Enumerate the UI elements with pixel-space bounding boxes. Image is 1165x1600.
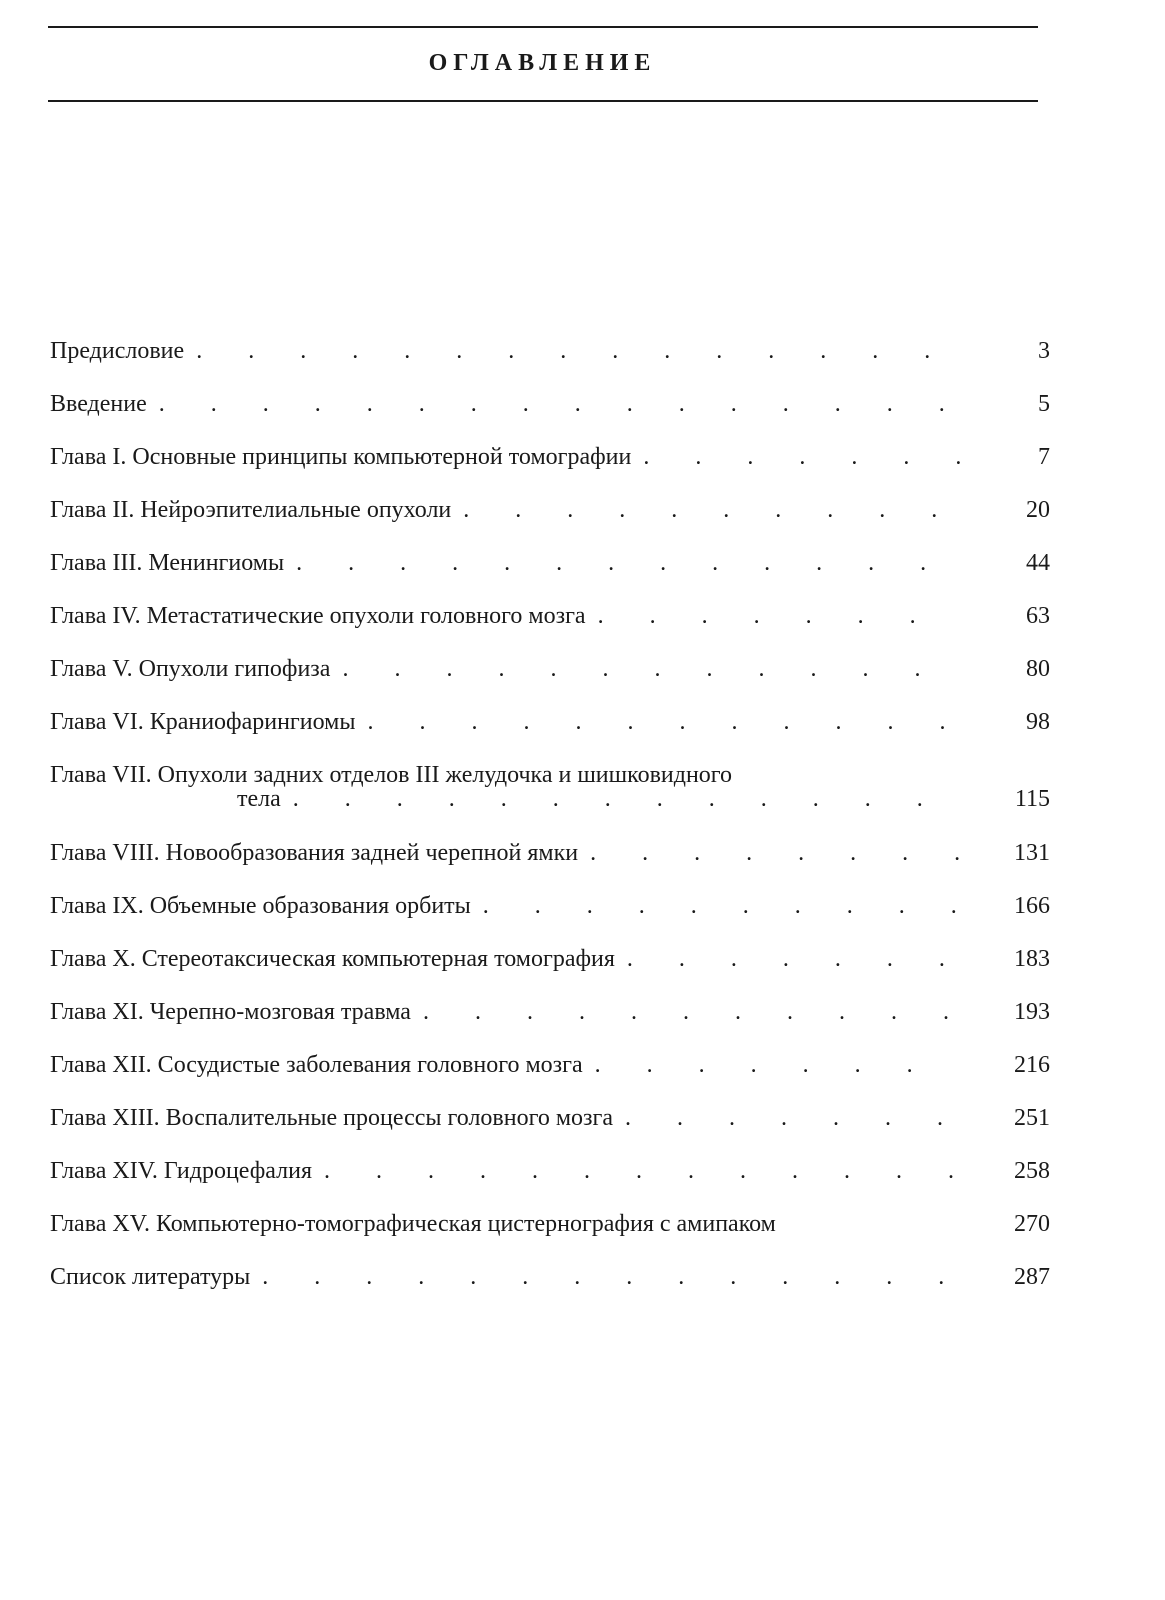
- toc-entry-title: Глава IX. Объемные образования орбиты: [50, 893, 471, 919]
- bottom-rule: [48, 100, 1038, 102]
- toc-entry-title: Глава III. Менингиомы: [50, 550, 285, 576]
- toc-entry-title: Глава XI. Черепно-мозговая травма: [50, 999, 411, 1025]
- toc-page-number: 251: [1014, 1105, 1050, 1131]
- toc-entry-chapter-1[interactable]: [50, 442, 1050, 472]
- toc-page-number: 20: [1026, 497, 1050, 523]
- toc-page-number: 80: [1026, 656, 1050, 682]
- toc-page-number: 7: [1038, 444, 1050, 470]
- toc-entry-title: Глава VIII. Новообразования задней черепной ямки: [50, 840, 579, 866]
- dot-leader: [627, 944, 960, 974]
- dot-leader: [590, 838, 960, 868]
- toc-entry-title: Глава IV. Метастатические опухоли головного мозга: [50, 603, 586, 629]
- toc-entry-title: Глава V. Опухоли гипофиза: [50, 656, 331, 682]
- toc-entry-chapter-13[interactable]: [50, 1103, 1050, 1133]
- toc-page-number: 270: [1014, 1211, 1050, 1237]
- toc-entry-title-continued: тела: [237, 786, 281, 812]
- toc-entry-chapter-10[interactable]: [50, 944, 1050, 974]
- toc-entry-title: Глава II. Нейроэпителиальные опухоли: [50, 497, 452, 523]
- dot-leader: [595, 1050, 960, 1080]
- toc-page-number: 98: [1026, 709, 1050, 735]
- dot-leader: [367, 707, 960, 737]
- toc-entry-title: Глава XII. Сосудистые заболевания головного мозга: [50, 1052, 583, 1078]
- page-title: ОГЛАВЛЕНИЕ: [428, 50, 657, 76]
- dot-leader: [423, 997, 960, 1027]
- toc-entry-title: Предисловие: [50, 338, 185, 364]
- toc-page-number: 193: [1014, 999, 1050, 1025]
- toc-page-number: 115: [1014, 786, 1050, 812]
- toc-page-number: 166: [1014, 893, 1050, 919]
- toc-entry-chapter-14[interactable]: [50, 1156, 1050, 1186]
- toc-entry-chapter-11[interactable]: [50, 997, 1050, 1027]
- toc-entry-title: Глава XIII. Воспалительные процессы головного мозга: [50, 1105, 614, 1131]
- dot-leader: [463, 495, 960, 525]
- toc-entry-chapter-8[interactable]: [50, 838, 1050, 868]
- toc-entry-title: Глава VI. Краниофарингиомы: [50, 709, 356, 735]
- toc-entry-title: Глава I. Основные принципы компьютерной томографии: [50, 444, 632, 470]
- toc-entry-chapter-12[interactable]: [50, 1050, 1050, 1080]
- toc-entry-preface[interactable]: [50, 336, 1050, 366]
- dot-leader: [483, 891, 960, 921]
- dot-leader: [625, 1103, 960, 1133]
- dot-leader: [342, 654, 960, 684]
- toc-entry-chapter-6[interactable]: [50, 707, 1050, 737]
- dot-leader: [296, 548, 960, 578]
- toc-entry-chapter-3[interactable]: [50, 548, 1050, 578]
- toc-entry-chapter-2[interactable]: [50, 495, 1050, 525]
- toc-entry-title: Глава VII. Опухоли задних отделов III желудочка и шишковидного: [50, 762, 733, 788]
- toc-entry-chapter-5[interactable]: [50, 654, 1050, 684]
- toc-page-number: 131: [1014, 840, 1050, 866]
- toc-entry-chapter-4[interactable]: [50, 601, 1050, 631]
- table-of-contents: [50, 336, 1050, 1315]
- toc-entry-chapter-15[interactable]: [50, 1209, 1050, 1239]
- toc-entry-references[interactable]: [50, 1262, 1050, 1292]
- dot-leader: [324, 1156, 960, 1186]
- dot-leader: [293, 784, 960, 814]
- toc-page-number: 44: [1026, 550, 1050, 576]
- dot-leader: [262, 1262, 960, 1292]
- toc-page-number: 258: [1014, 1158, 1050, 1184]
- toc-entry-title: Глава XV. Компьютерно-томографическая цистернография с амипаком: [50, 1211, 776, 1237]
- toc-entry-introduction[interactable]: [50, 389, 1050, 419]
- toc-entry-chapter-9[interactable]: [50, 891, 1050, 921]
- dot-leader: [159, 389, 960, 419]
- toc-entry-chapter-7[interactable]: [50, 760, 1050, 814]
- dot-leader: [598, 601, 960, 631]
- toc-entry-title: Глава XIV. Гидроцефалия: [50, 1158, 313, 1184]
- toc-page-number: 183: [1014, 946, 1050, 972]
- top-rule: [48, 26, 1038, 28]
- toc-page-number: 3: [1038, 338, 1050, 364]
- toc-entry-title: Глава X. Стереотаксическая компьютерная томография: [50, 946, 615, 972]
- toc-page-number: 216: [1014, 1052, 1050, 1078]
- dot-leader: [196, 336, 960, 366]
- toc-entry-title: Список литературы: [50, 1264, 251, 1290]
- toc-entry-title: Введение: [50, 391, 147, 417]
- dot-leader: [643, 442, 960, 472]
- toc-page-number: 287: [1014, 1264, 1050, 1290]
- toc-page-number: 63: [1026, 603, 1050, 629]
- toc-page-number: 5: [1038, 391, 1050, 417]
